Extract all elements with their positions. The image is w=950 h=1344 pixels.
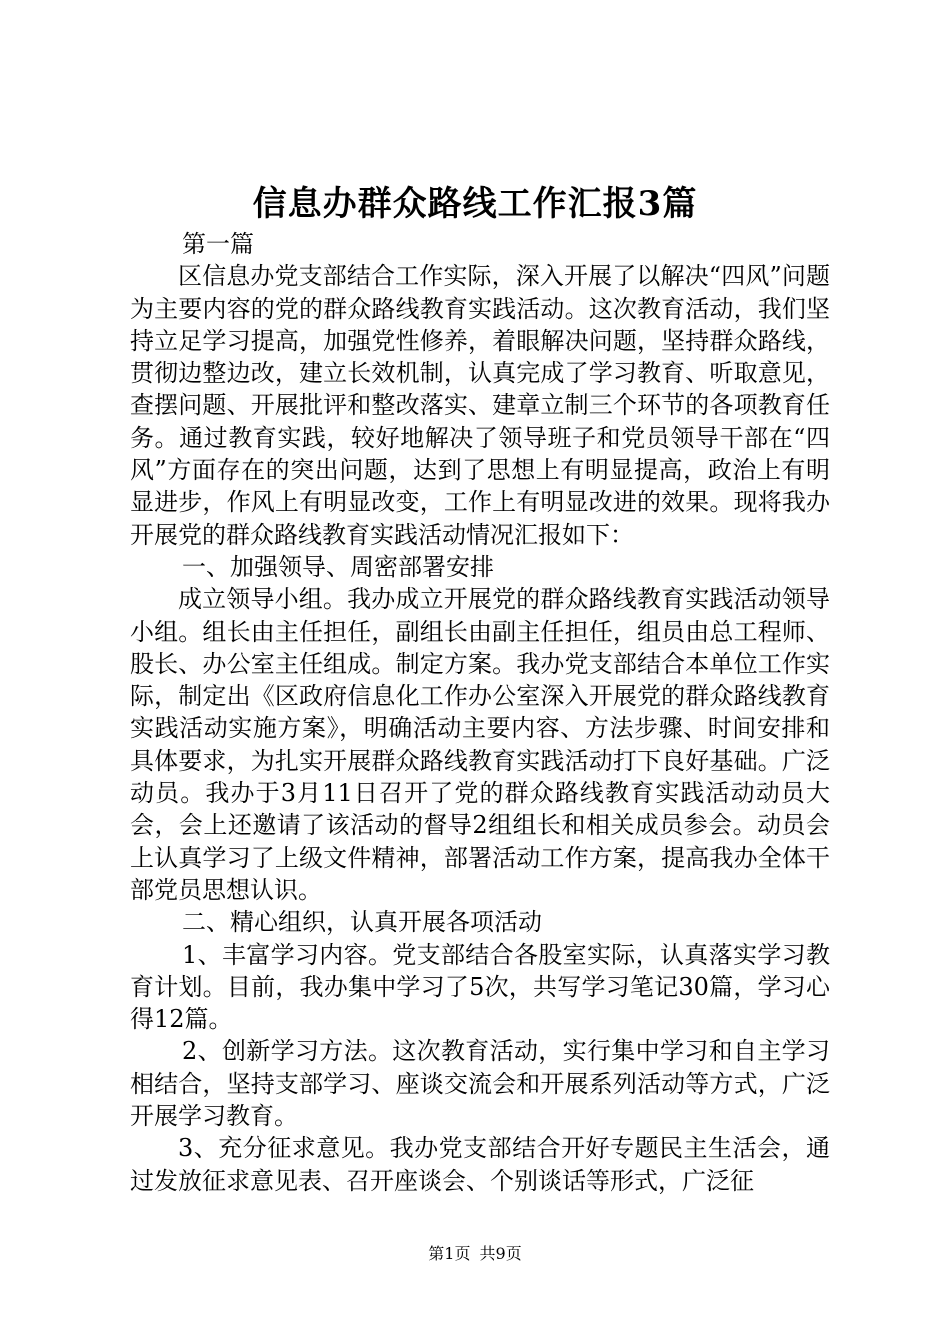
- page-footer: [0, 1244, 950, 1264]
- section-heading: 第一篇: [182, 230, 254, 258]
- page-number: 第1页: [428, 1244, 471, 1263]
- section-heading: 二、精心组织，认真开展各项活动: [182, 908, 542, 937]
- section-heading: 一、加强领导、周密部署安排: [182, 552, 494, 581]
- paragraph: 区信息办党支部结合工作实际，深入开展了以解决“四风”问题为主要内容的党的群众路线教育实践活动。这次教育活动，我们坚持立足学习提高，加强党性修养，着眼解决问题，坚持群众路线，贯彻边整边改，建立长效机制，认真完成了学习教育、听取意见，查摆问题、开展批评和整改落实、建章立制三个环节的各项教育任务。通过教育实践，较好地解决了领导班子和党员领导干部在“四风”方面存在的突出问题，达到了思想上有明显提高，政治上有明显进步，作风上有明显改变，工作上有明显改进的效果。现将我办开展党的群众路线教育实践活动情况汇报如下：: [130, 262, 830, 549]
- page-total: 共9页: [479, 1244, 522, 1263]
- document-body: [130, 228, 830, 1197]
- paragraph: 1、丰富学习内容。党支部结合各股室实际，认真落实学习教育计划。目前，我办集中学习了5次，共写学习笔记30篇，学习心得12篇。: [130, 940, 830, 1034]
- paragraph: 2、创新学习方法。这次教育活动，实行集中学习和自主学习相结合，坚持支部学习、座谈交流会和开展系列活动等方式，广泛开展学习教育。: [130, 1037, 830, 1131]
- paragraph: 3、充分征求意见。我办党支部结合开好专题民主生活会，通过发放征求意见表、召开座谈会、个别谈话等形式，广泛征: [130, 1134, 830, 1195]
- document-title: 信息办群众路线工作汇报3篇: [252, 184, 698, 224]
- paragraph: 成立领导小组。我办成立开展党的群众路线教育实践活动领导小组。组长由主任担任，副组长由副主任担任，组员由总工程师、股长、办公室主任组成。制定方案。我办党支部结合本单位工作实际，制定出《区政府信息化工作办公室深入开展党的群众路线教育实践活动实施方案》，明确活动主要内容、方法步骤、时间安排和具体要求，为扎实开展群众路线教育实践活动打下良好基础。广泛动员。我办于3月11日召开了党的群众路线教育实践活动动员大会，会上还邀请了该活动的督导2组组长和相关成员参会。动员会上认真学习了上级文件精神，部署活动工作方案，提高我办全体干部党员思想认识。: [130, 585, 830, 904]
